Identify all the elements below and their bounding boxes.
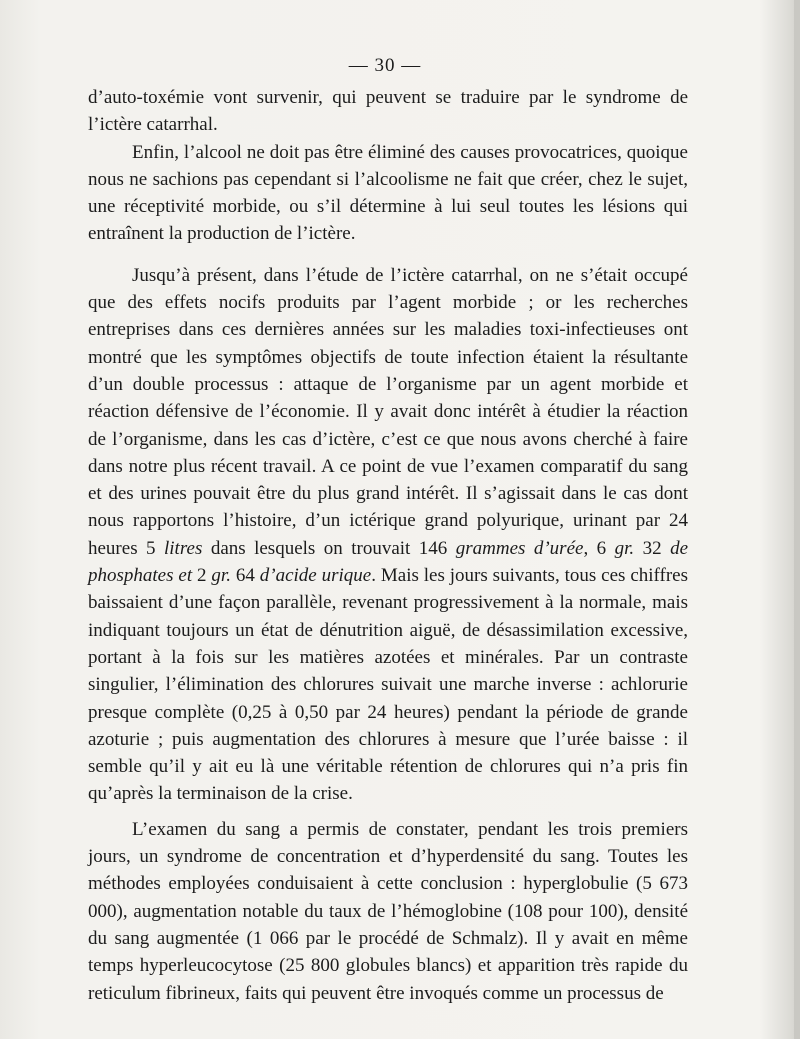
paragraph-3: [88, 262, 688, 808]
italic-text-run: d’acide urique: [259, 565, 372, 587]
italic-text-run: gr.: [211, 565, 231, 587]
italic-text-run: de phosphates et: [88, 537, 689, 587]
text-run: , 6: [583, 537, 615, 559]
text-run: 64: [230, 565, 260, 587]
paragraph-1: [88, 84, 688, 139]
text-run: Jusqu’à présent, dans l’étude de l’ictère catarrhal, on ne s’était occupé que des effets nocifs produits par l’agent morbide ; or les recherches entreprises dans ces dernières années sur les maladies toxi-infectieuses ont montré que les symptômes objectifs de toute infection étaient la résultante d’un double processus : attaque de l’organisme par un agent morbide et réaction défensive de l’économie. Il y avait donc intérêt à étudier la réaction de l’organisme, dans les cas d’ictère, c’est ce que nous avons cherché à faire dans notre plus récent travail. A ce point de vue l’examen comparatif du sang et des urines pouvait être du plus grand intérêt. Il s’agissait dans le cas dont nous rapportons l’histoire, d’un ictérique grand polyurique, urinant par 24 heures 5: [88, 264, 688, 559]
body-text: [88, 84, 688, 1007]
text-run: 2: [192, 565, 212, 587]
text-run: . Mais les jours suivants, tous ces chiffres baissaient d’une façon parallèle, revenant progressivement à la normale, mais indiquant toujours un état de dénutrition aiguë, de désassimilation excessive, portant à la fois sur les matières azotées et minérales. Par un contraste singulier, l’élimination des chlorures suivait une marche inverse : achlorurie presque complète (0,25 à 0,50 par 24 heures) pendant la période de grande azoturie ; puis augmentation des chlorures à mesure que l’urée baisse : il semble qu’il y ait eu là une véritable rétention de chlorures qui n’a pris fin qu’après la terminaison de la crise.: [88, 565, 689, 805]
italic-text-run: grammes d’urée: [455, 537, 584, 559]
italic-text-run: litres: [164, 537, 203, 559]
paragraph-2: [88, 139, 688, 248]
page-edge-shadow: [794, 0, 800, 1039]
text-run: 32: [634, 537, 671, 559]
text-run: Enfin, l’alcool ne doit pas être éliminé des causes provocatrices, quoique nous ne sachions pas cependant si l’alcoolisme ne fait que créer, chez le sujet, une réceptivité morbide, ou s’il détermine à lui seul toutes les lésions qui entraînent la production de l’ictère.: [88, 141, 688, 245]
italic-text-run: gr.: [614, 537, 635, 559]
paragraph-4: [88, 816, 688, 1007]
text-run: dans lesquels on trouvait 146: [202, 537, 456, 559]
text-run: d’auto-toxémie vont survenir, qui peuvent se traduire par le syndrome de l’ictère catarrhal.: [88, 87, 688, 136]
page-number: — 30 —: [348, 55, 422, 76]
text-run: L’examen du sang a permis de constater, pendant les trois premiers jours, un syndrome de concentration et d’hyperdensité du sang. Toutes les méthodes employées conduisaient à cette conclusion : hyperglobulie (5 673 000), augmentation notable du taux de l’hémoglobine (108 pour 100), densité du sang augmentée (1 066 par le procédé de Schmalz). Il y avait en même temps hyperleucocytose (25 800 globules blancs) et apparition très rapide du reticulum fibrineux, faits qui peuvent être invoqués comme un processus de: [88, 818, 688, 1004]
